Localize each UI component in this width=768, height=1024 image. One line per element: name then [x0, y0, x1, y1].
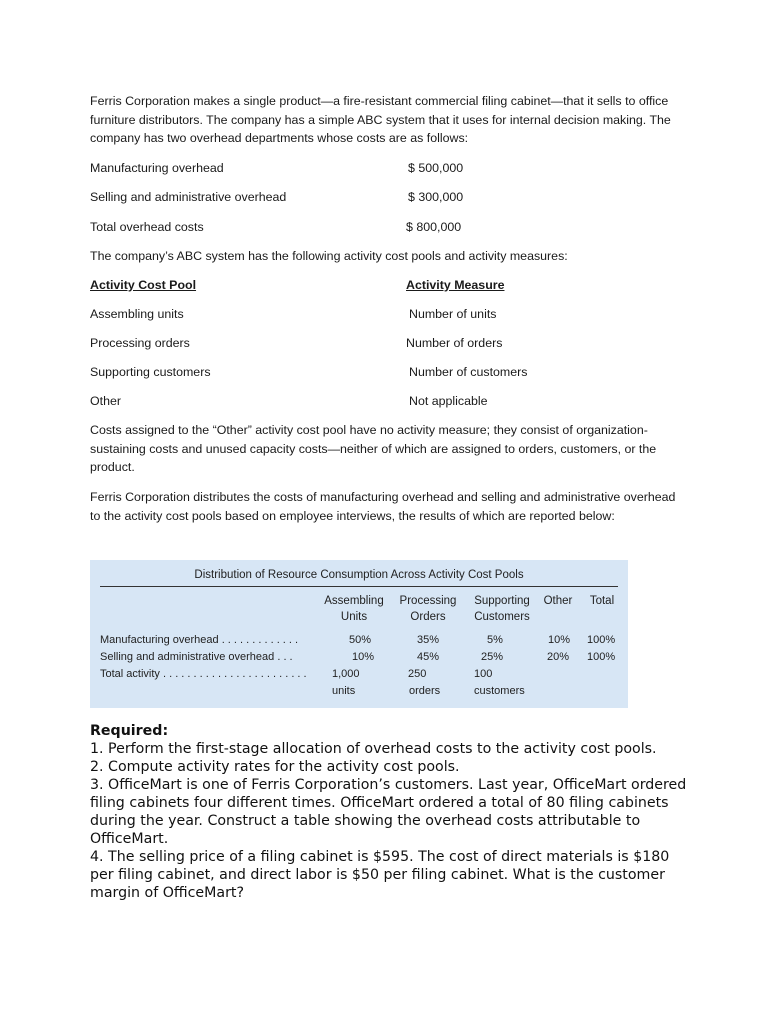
column-header-processing [393, 593, 463, 625]
overhead-row-manufacturing [90, 159, 680, 177]
table-cell: 5% [487, 634, 503, 646]
row-label-manufacturing: Manufacturing overhead . . . . . . . . . . . . . [100, 634, 299, 646]
required-item: 3. OfficeMart is one of Ferris Corporation’s customers. Last year, OfficeMart ordered filing cabinets four different times. OfficeMart ordered a total of 80 filing cabinets during the year. Construct a table showing the overhead costs attributable to OfficeMart. [90, 777, 687, 847]
pool-name: Assembling units [90, 307, 184, 321]
pool-header-row [90, 276, 680, 294]
required-item: 2. Compute activity rates for the activity cost pools. [90, 759, 460, 775]
table-cell: 100% [587, 651, 616, 663]
table-cell: 1,000 [332, 668, 360, 680]
table-cell: 10% [548, 634, 571, 646]
table-cell: 45% [417, 651, 440, 663]
overhead-row-total [90, 218, 680, 236]
pool-measure: Number of orders [406, 336, 503, 350]
distribution-paragraph: Ferris Corporation distributes the costs of manufacturing overhead and selling and administrative overhead to the activity cost pools based on employee interviews, the results of which are reported below: [90, 490, 676, 523]
required-item: 1. Perform the first-stage allocation of overhead costs to the activity cost pools. [90, 741, 657, 757]
column-header-supporting [467, 593, 537, 625]
table-cell: 100 [474, 668, 493, 680]
distribution-table [90, 560, 628, 708]
column-header-total [584, 593, 620, 609]
required-item: 4. The selling price of a filing cabinet is $595. The cost of direct materials is $180 per filing cabinet, and direct labor is $50 per filing cabinet. What is the customer margin of OfficeMart? [90, 849, 670, 901]
pool-name: Processing orders [90, 336, 190, 350]
unit-label: orders [409, 685, 441, 697]
overhead-row-selling [90, 188, 680, 206]
row-label-total-activity: Total activity . . . . . . . . . . . . . . . . . . . . . . . . [100, 668, 307, 680]
column-header-line: Customers [474, 611, 530, 623]
table-cell: 25% [481, 651, 504, 663]
pool-name: Other [90, 394, 121, 408]
column-header-assembling [319, 593, 389, 625]
abc-intro [90, 247, 680, 265]
column-header-line: Total [589, 595, 615, 607]
column-header-line: Other [543, 595, 573, 607]
other-note-paragraph: Costs assigned to the “Other” activity cost pool have no activity measure; they consist of organization-sustaining costs and unused capacity costs—neither of which are assigned to orders, customers, or the product. [90, 423, 657, 475]
table-divider [100, 586, 618, 587]
row-label-selling: Selling and administrative overhead . . . [100, 651, 293, 663]
pool-measure: Not applicable [409, 394, 488, 408]
table-cell: 20% [547, 651, 570, 663]
table-title: Distribution of Resource Consumption Across Activity Cost Pools [194, 569, 524, 581]
overhead-label: Total overhead costs [90, 220, 204, 234]
intro-paragraph: Ferris Corporation makes a single product—a fire-resistant commercial filing cabinet—that it sells to office furniture distributors. The company has a simple ABC system that it uses for internal decision making. The company has two overhead departments whose costs are as follows: [90, 94, 671, 146]
pool-row [90, 334, 680, 352]
pool-row [90, 392, 680, 410]
required-section [90, 722, 690, 902]
table-cell: 250 [408, 668, 427, 680]
required-heading: Required: [90, 723, 169, 739]
pool-header: Activity Cost Pool [90, 278, 197, 292]
column-header-line: Assembling [324, 595, 384, 607]
pool-row [90, 305, 680, 323]
column-header-line: Orders [410, 611, 446, 623]
pool-measure: Number of customers [409, 365, 528, 379]
pool-row [90, 363, 680, 381]
measure-header: Activity Measure [406, 278, 505, 292]
table-cell: 10% [352, 651, 375, 663]
abc-intro-text: The company’s ABC system has the following activity cost pools and activity measures: [90, 249, 568, 263]
overhead-label: Manufacturing overhead [90, 161, 224, 175]
overhead-amount: $ 500,000 [408, 161, 464, 175]
table-cell: 100% [587, 634, 616, 646]
column-header-line: Processing [399, 595, 457, 607]
unit-label: customers [474, 685, 525, 697]
pool-measure: Number of units [409, 307, 497, 321]
table-cell: 50% [349, 634, 372, 646]
overhead-label: Selling and administrative overhead [90, 190, 287, 204]
unit-label: units [332, 685, 356, 697]
overhead-amount: $ 800,000 [406, 220, 462, 234]
column-header-other [540, 593, 576, 609]
table-cell: 35% [417, 634, 440, 646]
overhead-amount: $ 300,000 [408, 190, 464, 204]
column-header-line: Units [340, 611, 368, 623]
pool-name: Supporting customers [90, 365, 211, 379]
column-header-line: Supporting [474, 595, 530, 607]
